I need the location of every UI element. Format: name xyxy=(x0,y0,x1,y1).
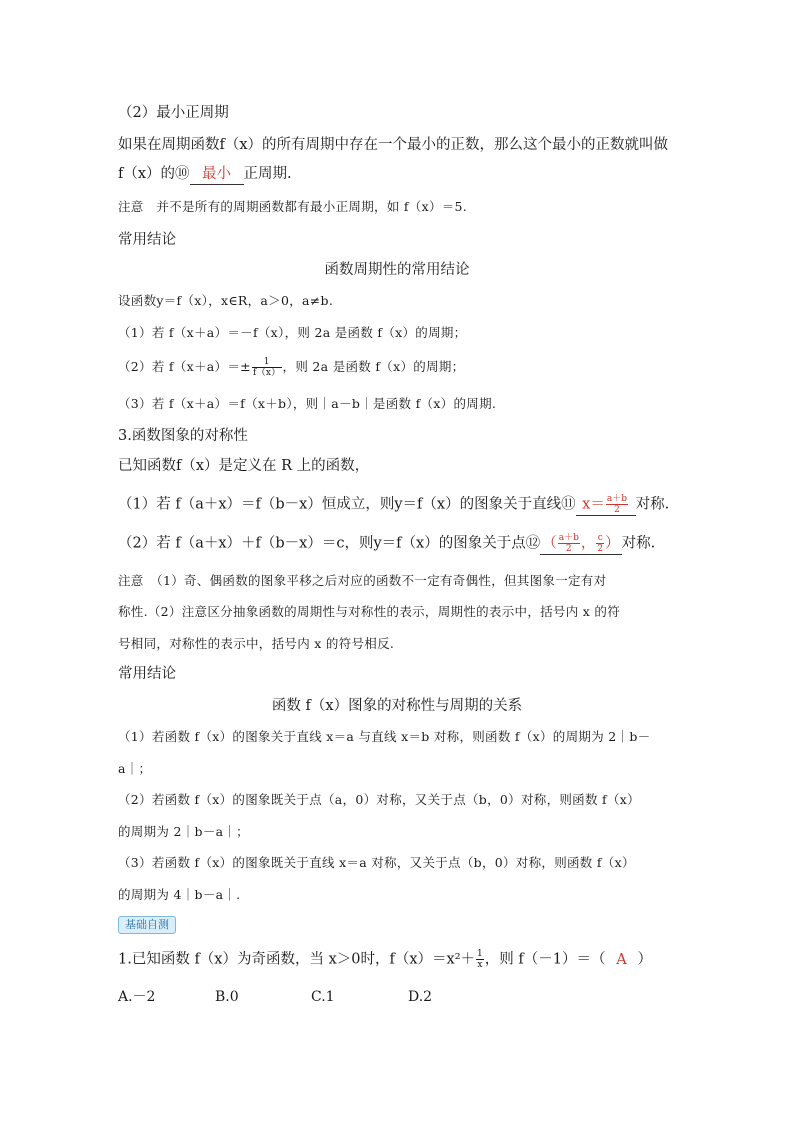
period-conclusion-2 xyxy=(118,357,464,378)
symmetry-point-statement xyxy=(118,533,655,555)
symmetry-line-pre: （1）若 f（a＋x）＝f（b－x）恒成立，则y＝f（x）的图象关于直线⑪ xyxy=(118,496,576,513)
definition-line-2 xyxy=(118,164,292,185)
fraction-numerator: 1 xyxy=(252,357,282,368)
fraction-a-plus-b-over-2 xyxy=(606,494,628,515)
relation-1-line-1: （1）若函数 f（x）的图象关于直线 x＝a 与直线 x＝b 对称，则函数 f（x）的周期为 2｜b－ xyxy=(118,729,651,744)
fraction-1-over-x xyxy=(476,949,484,970)
relation-1-line-2: a｜； xyxy=(118,761,152,776)
paren-open: （ xyxy=(542,535,557,552)
definition-line-1: 如果在周期函数f（x）的所有周期中存在一个最小的正数，那么这个最小的正数就叫做 xyxy=(118,137,669,153)
fraction-numerator: a＋b xyxy=(606,494,627,504)
fraction-denominator: 2 xyxy=(597,544,604,554)
answer-x-equals: x＝ xyxy=(582,496,605,513)
answer-blank-12 xyxy=(540,533,621,555)
note-symmetry-line-2: 称性.（2）注意区分抽象函数的周期性与对称性的表示，周期性的表示中，括号内 x 的符 xyxy=(118,604,621,619)
common-conclusion-label-1: 常用结论 xyxy=(118,232,176,248)
known-function-statement: 已知函数f（x）是定义在 R 上的函数， xyxy=(118,458,370,474)
basic-self-test-badge: 基础自测 xyxy=(118,916,176,934)
question-1-post: ） xyxy=(637,951,652,968)
relation-2-line-2: 的周期为 2｜b－a｜； xyxy=(118,824,249,839)
note-symmetry-line-1: 注意 （1）奇、偶函数的图象平移之后对应的函数不一定有奇偶性，但其图象一定有对 xyxy=(118,573,607,588)
period-conclusion-1: （1）若 f（x＋a）＝－f（x），则 2a 是函数 f（x）的周期； xyxy=(118,325,467,340)
symmetry-line-post: 对称. xyxy=(635,496,670,513)
symmetry-point-post: 对称. xyxy=(621,535,656,552)
common-conclusion-label-2: 常用结论 xyxy=(118,666,176,682)
conclusion-2-post: ，则 2a 是函数 f（x）的周期； xyxy=(282,359,465,374)
period-conclusion-3: （3）若 f（x＋a）＝f（x＋b），则｜a－b｜是函数 f（x）的周期. xyxy=(118,396,497,411)
relation-2-line-1: （2）若函数 f（x）的图象既关于点（a，0）对称，又关于点（b，0）对称，则函数 f（x） xyxy=(118,792,640,807)
fraction-denominator: 2 xyxy=(614,505,620,515)
question-1-mid: ，则 f（－1）＝（ xyxy=(484,951,606,968)
answer-blank-10: 最小 xyxy=(190,164,244,185)
fraction-numerator: c xyxy=(597,533,603,543)
definition-text-post: 正周期. xyxy=(243,166,292,182)
question-1-answer: A xyxy=(616,951,627,968)
setup-statement: 设函数y＝f（x），x∈R，a＞0，a≠b. xyxy=(118,293,334,308)
question-1-pre: 1.已知函数 f（x）为奇函数，当 x＞0时，f（x）＝x²＋ xyxy=(118,951,476,968)
note-symmetry-line-3: 号相同，对称性的表示中，括号内 x 的符号相反. xyxy=(118,636,395,651)
answer-blank-11 xyxy=(576,494,636,516)
definition-text-pre: f（x）的⑩ xyxy=(118,166,190,182)
option-d: D.2 xyxy=(408,989,433,1005)
fraction-denominator: 2 xyxy=(565,544,572,554)
question-1 xyxy=(118,949,652,970)
conclusion-2-pre: （2）若 f（x＋a）＝± xyxy=(118,359,251,374)
symmetry-point-pre: （2）若 f（a＋x）＋f（b－x）＝c，则y＝f（x）的图象关于点⑫ xyxy=(118,535,541,552)
common-conclusion-title-2: 函数 f（x）图象的对称性与周期的关系 xyxy=(271,698,523,714)
option-b: B.0 xyxy=(215,989,239,1005)
common-conclusion-title-1: 函数周期性的常用结论 xyxy=(324,262,470,278)
fraction-numerator: 1 xyxy=(477,949,483,959)
fraction-denominator: x xyxy=(477,960,483,970)
fraction-denominator: f（x） xyxy=(252,368,281,378)
subsection-heading-min-period: （2）最小正周期 xyxy=(118,105,229,121)
fraction-a-plus-b-over-2 xyxy=(558,533,580,554)
fraction-numerator: a＋b xyxy=(558,533,579,543)
paren-close: ） xyxy=(605,535,620,552)
fraction-1-over-fx xyxy=(252,357,282,378)
comma-separator: ， xyxy=(580,535,596,552)
fraction-c-over-2 xyxy=(596,533,604,554)
option-a: A.－2 xyxy=(118,989,156,1005)
relation-3-line-2: 的周期为 4｜b－a｜. xyxy=(118,887,241,902)
section-heading-symmetry: 3.函数图象的对称性 xyxy=(118,428,248,444)
symmetry-line-statement xyxy=(118,494,669,516)
option-c: C.1 xyxy=(311,989,335,1005)
relation-3-line-1: （3）若函数 f（x）的图象既关于直线 x＝a 对称，又关于点（b，0）对称，则函数 f（x） xyxy=(118,855,635,870)
note-constant-function: 注意 并不是所有的周期函数都有最小正周期，如 f（x）＝5. xyxy=(118,199,468,214)
